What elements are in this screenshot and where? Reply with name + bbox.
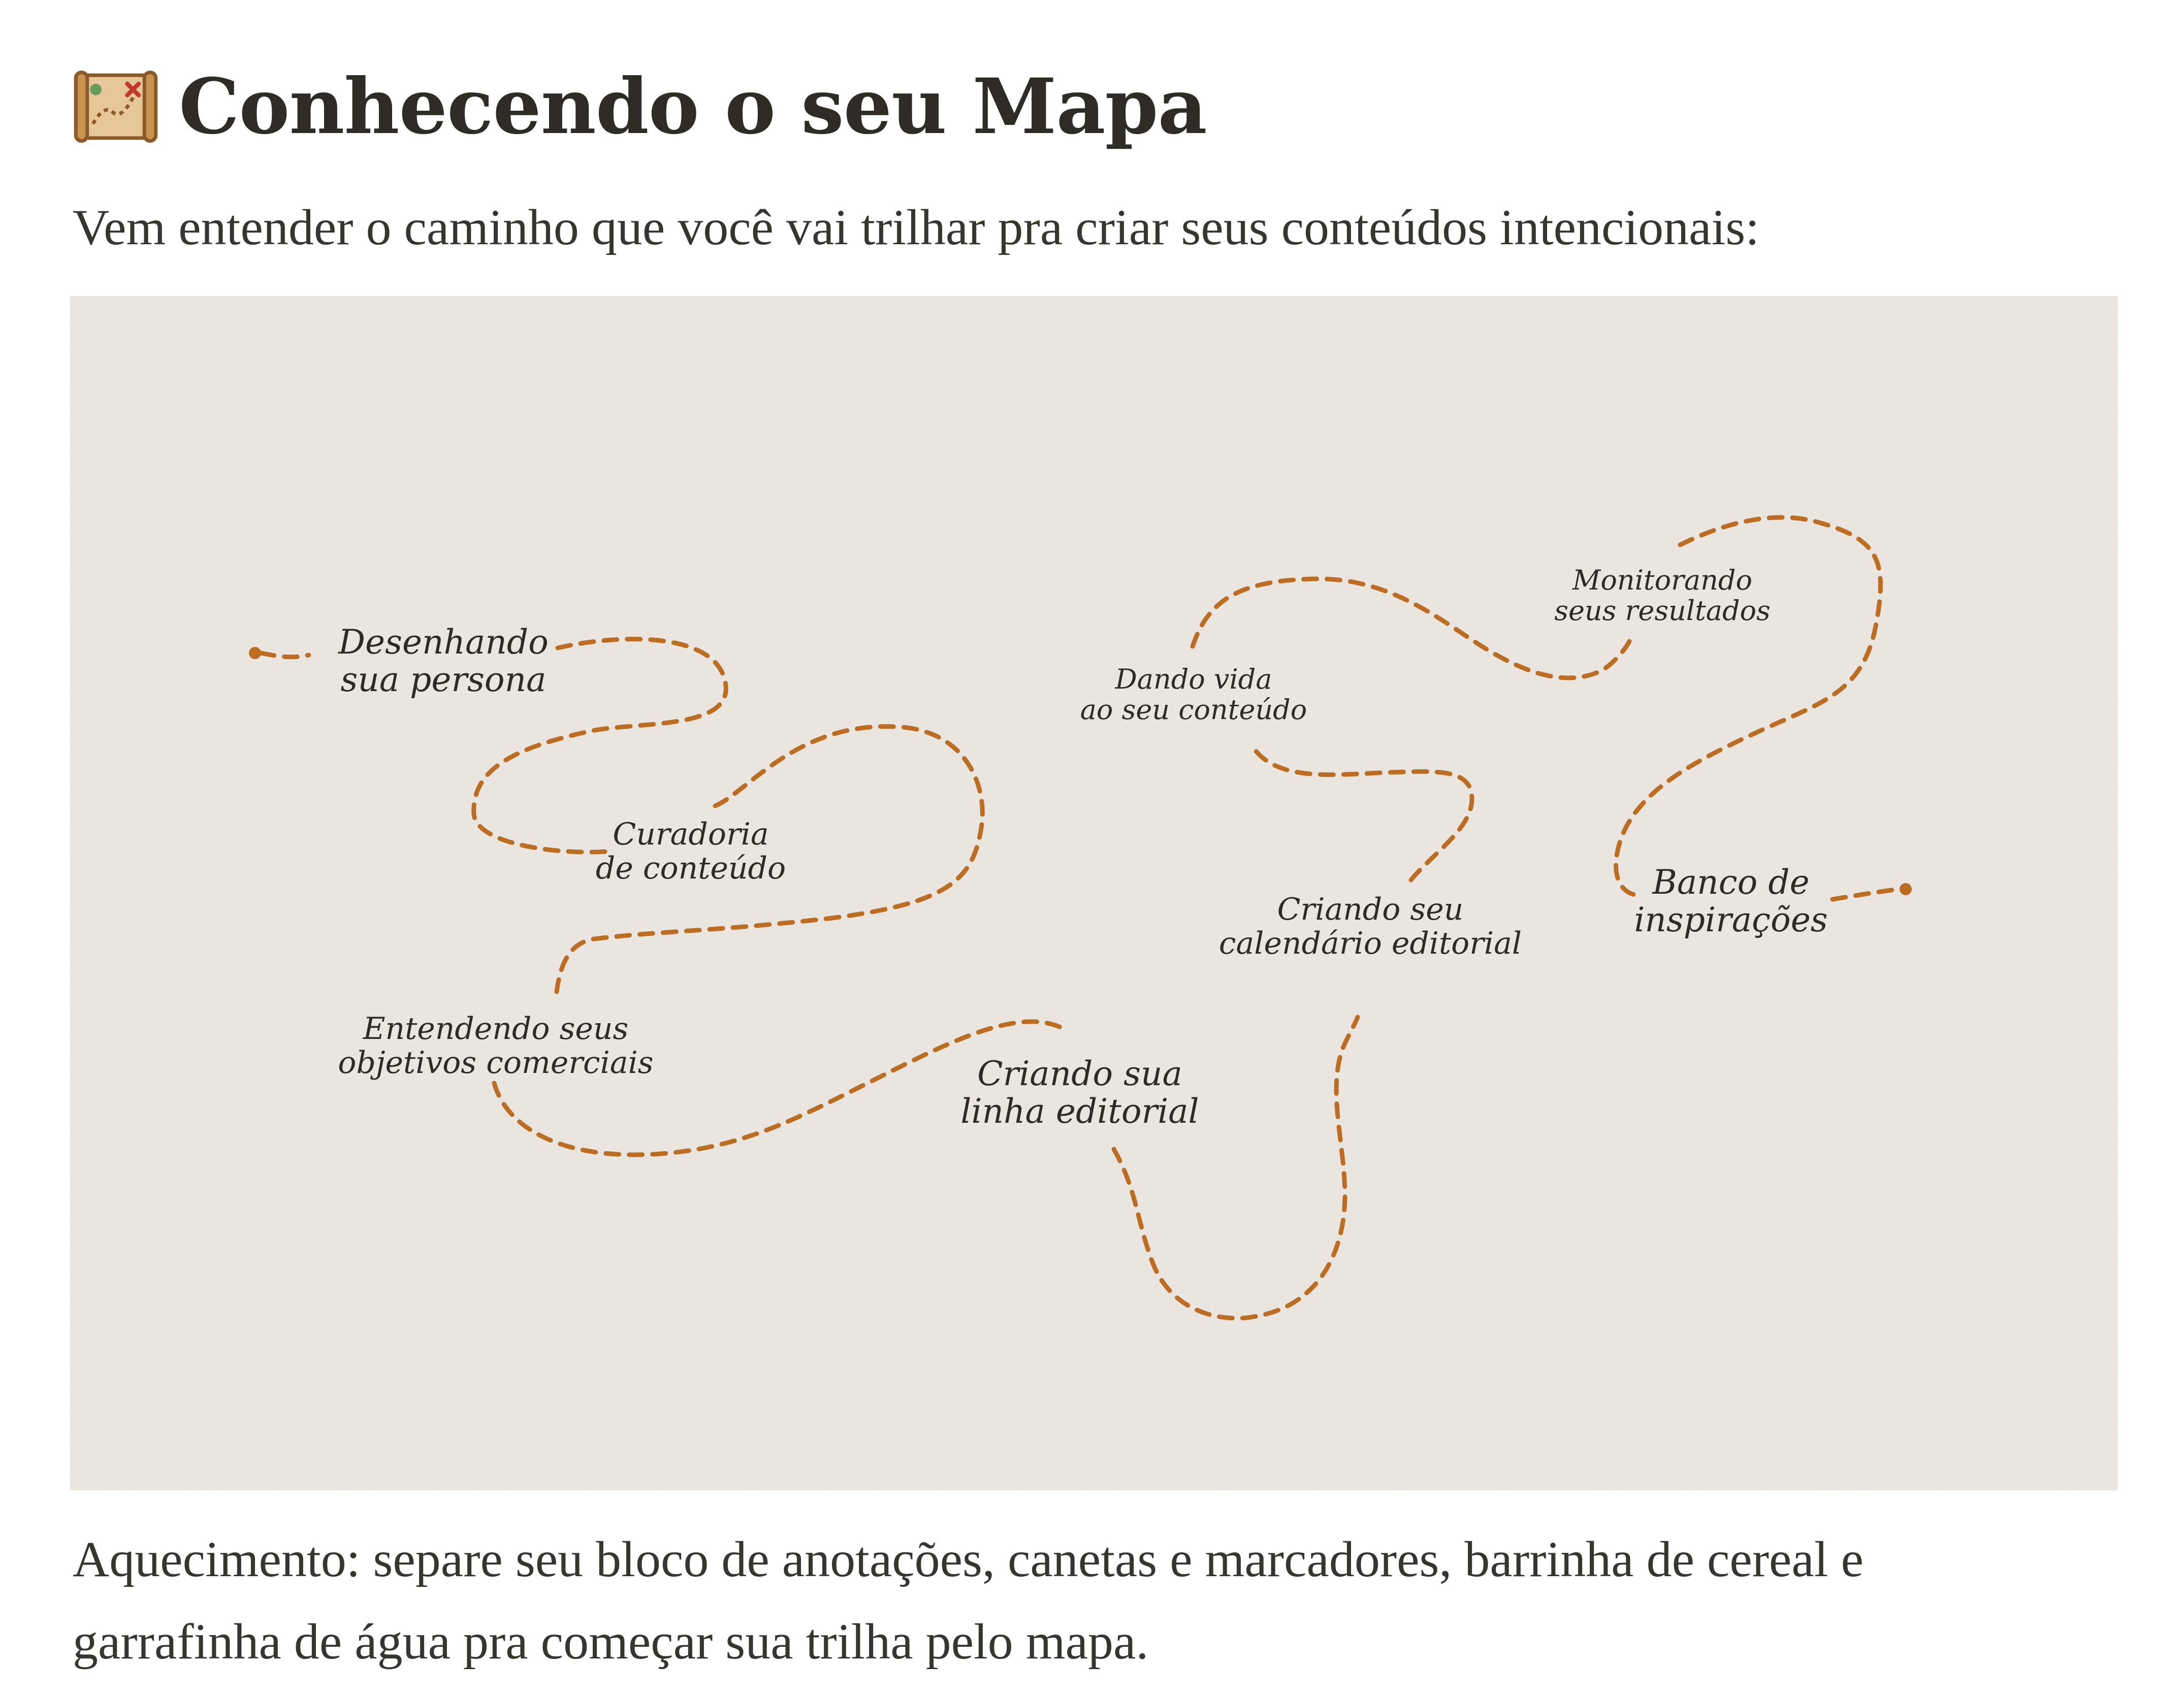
treasure-map-icon <box>70 61 162 152</box>
map-stop-dando-vida-ao-seu-conteudo: Dando vida ao seu conteúdo <box>1080 663 1307 726</box>
map-stop-criando-sua-linha-editorial: Criando sua linha editorial <box>960 1054 1199 1131</box>
trail-start-dot <box>249 647 261 659</box>
map-stop-monitorando-seus-resultados: Monitorando seus resultados <box>1554 564 1771 627</box>
map-stop-criando-seu-calendario-editorial: Criando seu calendário editorial <box>1218 892 1522 962</box>
page-subtitle: Vem entender o caminho que você vai trilhar pra criar seus conteúdos intencionais: <box>73 199 1760 255</box>
map-stop-curadoria-de-conteudo: Curadoria de conteúdo <box>595 817 786 887</box>
map-stop-entendendo-seus-objetivos: Entendendo seus objetivos comerciais <box>338 1011 654 1081</box>
page-heading <box>70 61 1207 152</box>
map-stop-desenhando-sua-persona: Desenhando sua persona <box>338 623 549 699</box>
warmup-paragraph: Aquecimento: separe seu bloco de anotações, canetas e marcadores, barrinha de cereal e garrafinha de água pra começar sua trilha pelo mapa. <box>73 1531 1864 1670</box>
page-title: Conhecendo o seu Mapa <box>179 62 1207 151</box>
map-stop-banco-de-inspiracoes: Banco de inspirações <box>1634 863 1828 939</box>
trail-end-dot <box>1900 883 1912 895</box>
map-image <box>70 296 2118 1490</box>
